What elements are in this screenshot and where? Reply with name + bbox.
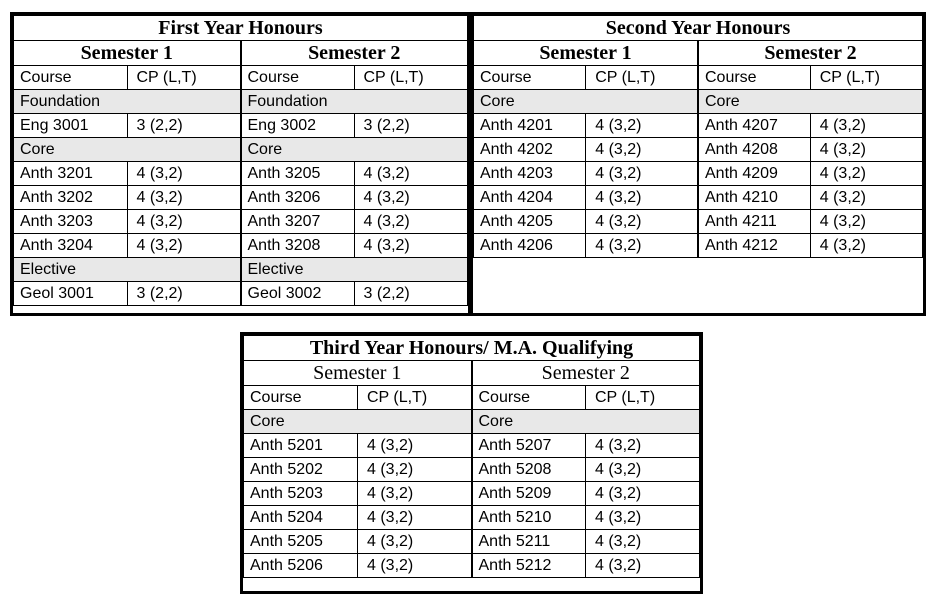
credit-points: 4 (3,2) (586, 506, 700, 530)
course-code: Anth 5206 (244, 554, 358, 578)
credit-points: 4 (3,2) (586, 210, 698, 234)
course-code: Anth 4204 (474, 186, 586, 210)
credit-points: 4 (3,2) (586, 530, 700, 554)
credit-points: 4 (3,2) (358, 554, 472, 578)
group-label: Elective (241, 258, 468, 282)
table-row (244, 506, 700, 530)
third-year-honours-table (240, 332, 703, 594)
credit-points: 4 (3,2) (127, 234, 241, 258)
table-title: Third Year Honours/ M.A. Qualifying (244, 336, 700, 361)
course-code: Anth 5201 (244, 434, 358, 458)
semester-row (14, 41, 468, 66)
table-row (474, 210, 923, 234)
course-code: Anth 5212 (472, 554, 586, 578)
group-label: Core (698, 90, 923, 114)
credit-points: 4 (3,2) (127, 186, 241, 210)
credit-points: 3 (2,2) (127, 114, 241, 138)
course-code: Anth 4202 (474, 138, 586, 162)
credit-points: 4 (3,2) (810, 162, 922, 186)
column-header-cp: CP (L,T) (358, 386, 472, 410)
table-row (14, 162, 468, 186)
course-code: Anth 5203 (244, 482, 358, 506)
course-code: Anth 3201 (14, 162, 128, 186)
semester-label: Semester 1 (14, 41, 241, 66)
course-code: Anth 5204 (244, 506, 358, 530)
table-row (244, 554, 700, 578)
column-header-cp: CP (L,T) (810, 66, 922, 90)
course-code: Anth 4206 (474, 234, 586, 258)
column-header-course: Course (244, 386, 358, 410)
semester-label: Semester 1 (244, 361, 472, 386)
credit-points: 4 (3,2) (358, 482, 472, 506)
column-header-row (474, 66, 923, 90)
column-header-cp: CP (L,T) (127, 66, 241, 90)
credit-points: 4 (3,2) (810, 186, 922, 210)
table-row (244, 482, 700, 506)
course-code: Anth 5208 (472, 458, 586, 482)
column-header-course: Course (241, 66, 355, 90)
course-code: Anth 3208 (241, 234, 355, 258)
credit-points: 3 (2,2) (354, 114, 468, 138)
column-header-cp: CP (L,T) (586, 66, 698, 90)
course-code: Anth 5205 (244, 530, 358, 554)
table-row (14, 186, 468, 210)
group-label: Foundation (14, 90, 241, 114)
table-row (244, 458, 700, 482)
course-code: Anth 4212 (698, 234, 810, 258)
first-year-table (13, 15, 468, 306)
table-row (244, 434, 700, 458)
course-code: Anth 5210 (472, 506, 586, 530)
table-row (14, 234, 468, 258)
credit-points: 4 (3,2) (127, 210, 241, 234)
credit-points: 4 (3,2) (354, 162, 468, 186)
course-code: Anth 4208 (698, 138, 810, 162)
first-year-honours-table (10, 12, 471, 316)
empty-row (474, 258, 923, 307)
semester-label: Semester 2 (698, 41, 923, 66)
column-header-course: Course (474, 66, 586, 90)
course-code: Anth 4209 (698, 162, 810, 186)
course-code: Eng 3001 (14, 114, 128, 138)
group-row (474, 90, 923, 114)
credit-points: 4 (3,2) (354, 234, 468, 258)
second-year-table (473, 15, 923, 306)
table-title-row (14, 16, 468, 41)
credit-points: 4 (3,2) (586, 434, 700, 458)
table-row (474, 186, 923, 210)
credit-points: 4 (3,2) (358, 458, 472, 482)
credit-points: 4 (3,2) (810, 234, 922, 258)
credit-points: 4 (3,2) (810, 138, 922, 162)
column-header-cp: CP (L,T) (354, 66, 468, 90)
column-header-cp: CP (L,T) (586, 386, 700, 410)
third-year-table (243, 335, 700, 578)
semester-label: Semester 2 (241, 41, 468, 66)
course-code: Anth 4210 (698, 186, 810, 210)
course-code: Anth 5209 (472, 482, 586, 506)
group-row (14, 90, 468, 114)
course-code: Anth 4207 (698, 114, 810, 138)
group-row (14, 258, 468, 282)
column-header-course: Course (14, 66, 128, 90)
group-label: Core (244, 410, 472, 434)
group-label: Core (241, 138, 468, 162)
course-code: Anth 5202 (244, 458, 358, 482)
credit-points: 4 (3,2) (586, 162, 698, 186)
course-code: Anth 4205 (474, 210, 586, 234)
credit-points: 3 (2,2) (127, 282, 241, 306)
credit-points: 4 (3,2) (358, 530, 472, 554)
semester-label: Semester 2 (472, 361, 700, 386)
column-header-course: Course (698, 66, 810, 90)
course-code: Anth 3202 (14, 186, 128, 210)
semester-row (244, 361, 700, 386)
column-header-row (14, 66, 468, 90)
credit-points: 4 (3,2) (810, 210, 922, 234)
table-row (474, 162, 923, 186)
table-title-row (244, 336, 700, 361)
course-code: Anth 5211 (472, 530, 586, 554)
course-code: Geol 3001 (14, 282, 128, 306)
table-row (14, 210, 468, 234)
credit-points: 4 (3,2) (586, 458, 700, 482)
course-code: Anth 3206 (241, 186, 355, 210)
credit-points: 4 (3,2) (358, 434, 472, 458)
credit-points: 4 (3,2) (810, 114, 922, 138)
table-row (14, 282, 468, 306)
table-row (244, 530, 700, 554)
course-code: Anth 3207 (241, 210, 355, 234)
course-code: Anth 3203 (14, 210, 128, 234)
second-year-honours-table (470, 12, 926, 316)
credit-points: 4 (3,2) (586, 482, 700, 506)
course-code: Anth 4211 (698, 210, 810, 234)
group-label: Core (14, 138, 241, 162)
group-row (244, 410, 700, 434)
credit-points: 4 (3,2) (586, 138, 698, 162)
group-label: Core (474, 90, 699, 114)
course-code: Eng 3002 (241, 114, 355, 138)
credit-points: 4 (3,2) (586, 234, 698, 258)
table-row (14, 114, 468, 138)
course-code: Geol 3002 (241, 282, 355, 306)
column-header-course: Course (472, 386, 586, 410)
credit-points: 4 (3,2) (354, 186, 468, 210)
table-title-row (474, 16, 923, 41)
credit-points: 4 (3,2) (354, 210, 468, 234)
table-row (474, 138, 923, 162)
table-title: First Year Honours (14, 16, 468, 41)
group-label: Core (472, 410, 700, 434)
course-code: Anth 5207 (472, 434, 586, 458)
empty-cell (474, 258, 923, 307)
credit-points: 4 (3,2) (586, 114, 698, 138)
credit-points: 4 (3,2) (358, 506, 472, 530)
table-row (474, 114, 923, 138)
course-code: Anth 3205 (241, 162, 355, 186)
course-code: Anth 4201 (474, 114, 586, 138)
group-label: Elective (14, 258, 241, 282)
semester-row (474, 41, 923, 66)
group-label: Foundation (241, 90, 468, 114)
credit-points: 4 (3,2) (127, 162, 241, 186)
semester-label: Semester 1 (474, 41, 699, 66)
credit-points: 4 (3,2) (586, 554, 700, 578)
course-code: Anth 4203 (474, 162, 586, 186)
group-row (14, 138, 468, 162)
credit-points: 3 (2,2) (354, 282, 468, 306)
credit-points: 4 (3,2) (586, 186, 698, 210)
table-title: Second Year Honours (474, 16, 923, 41)
column-header-row (244, 386, 700, 410)
table-row (474, 234, 923, 258)
course-code: Anth 3204 (14, 234, 128, 258)
